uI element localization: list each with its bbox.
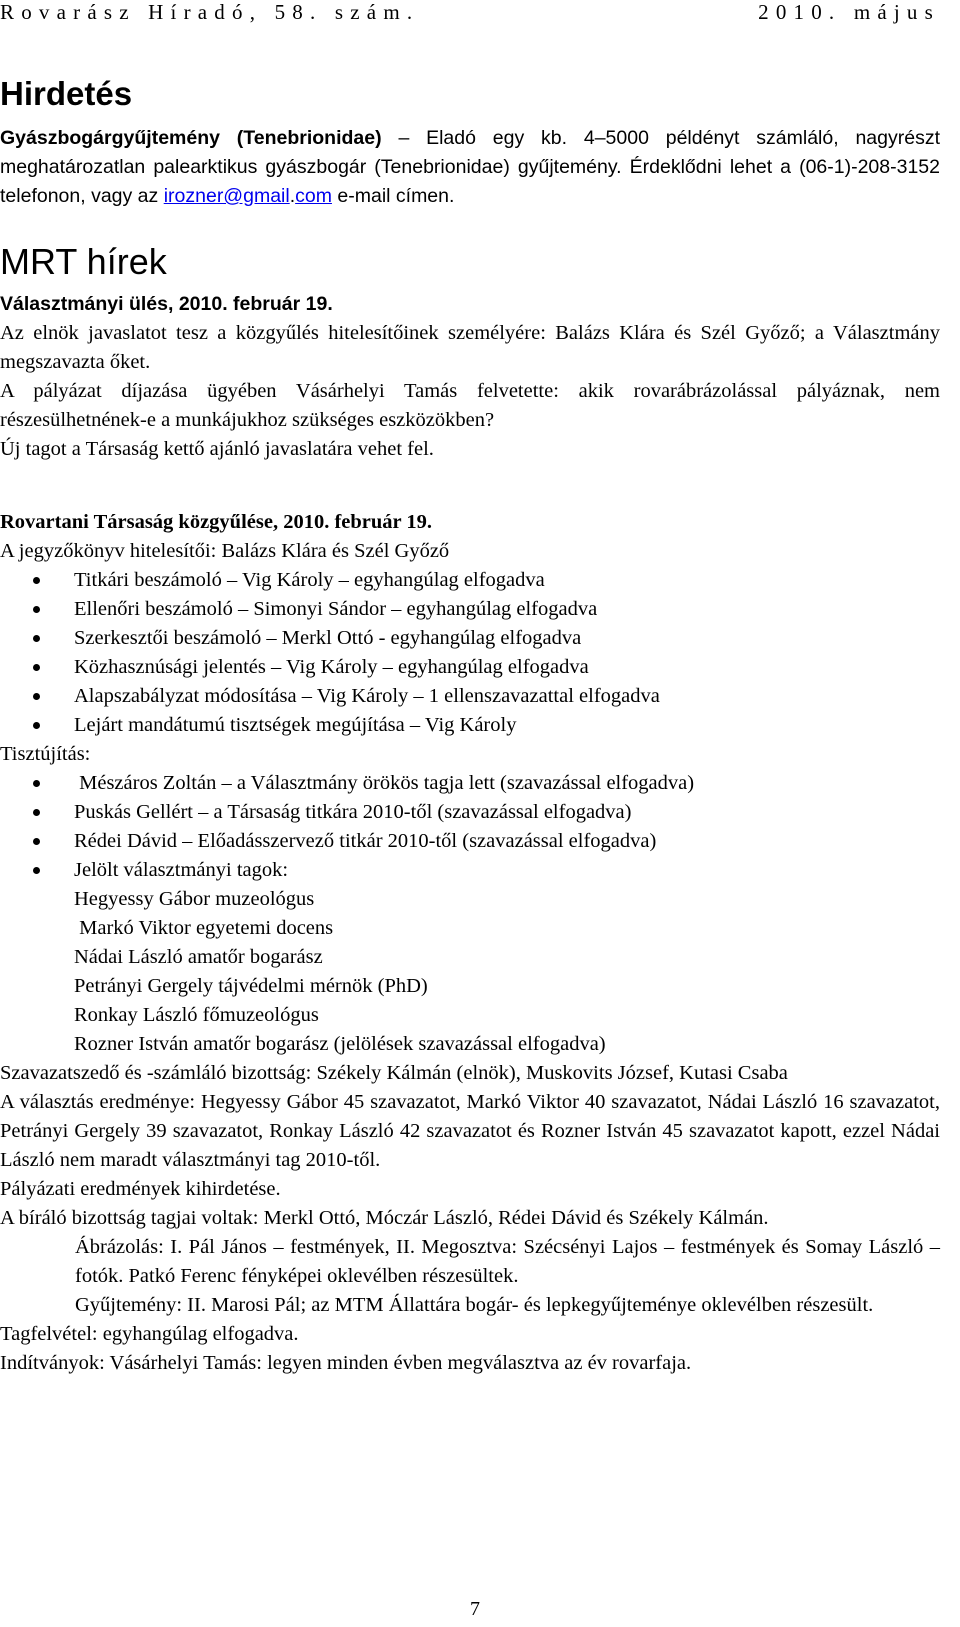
bullet-icon: [33, 664, 40, 671]
email-link-user[interactable]: irozner@gmail: [163, 185, 290, 207]
candidate: Ronkay László főmuzeológus: [74, 1004, 319, 1026]
award-depiction: Ábrázolás: I. Pál János – festmények, II. Megosztva: Szécsényi Lajos – festmények és Somay László – fotók. Patkó Ferenc fényképei oklevélben részesültek.: [75, 1236, 940, 1287]
list-item: Szerkesztői beszámoló – Merkl Ottó - egyhangúlag elfogadva: [0, 624, 940, 653]
ad-paragraph: [0, 124, 940, 211]
ad-text-1: – Eladó egy kb. 4–5000 példényt számláló, nagyrészt meghatározatlan palearktikus gyászbogár (Tenebrionidae) gyűjtemény. Érdeklődni lehet a (06-1)-208-3152 telefonon, vagy az: [0, 127, 941, 207]
candidate-list: [0, 885, 940, 1059]
list-item: Puskás Gellért – a Társaság titkára 2010-től (szavazással elfogadva): [0, 798, 940, 827]
meeting-1-p3: Új tagot a Társaság kettő ajánló javaslatára vehet fel.: [0, 438, 434, 460]
bullet-icon: [33, 693, 40, 700]
meeting-2: [0, 508, 940, 1378]
list-item: Lejárt mandátumú tisztségek megújítása – Vig Károly: [0, 711, 940, 740]
competition-text: Pályázati eredmények kihirdetése.: [0, 1178, 281, 1200]
bullet-icon: [33, 809, 40, 816]
list-item: Közhasznúsági jelentés – Vig Károly – egyhangúlag elfogadva: [0, 653, 940, 682]
report-list: [0, 566, 940, 740]
meeting-2-intro: A jegyzőkönyv hitelesítői: Balázs Klára és Szél Győző: [0, 540, 450, 562]
candidate: Hegyessy Gábor muzeológus: [74, 888, 315, 910]
list-item: Jelölt választmányi tagok:: [0, 856, 940, 885]
jury-text: A bíráló bizottság tagjai voltak: Merkl Ottó, Móczár László, Rédei Dávid és Székely Kálmán.: [0, 1207, 769, 1229]
bullet-icon: [33, 606, 40, 613]
email-link-domain[interactable]: com: [295, 185, 332, 207]
bullet-icon: [33, 577, 40, 584]
header-issue: Rovarász Híradó, 58. szám.: [0, 0, 420, 24]
ad-text-2: e-mail címen.: [331, 185, 455, 207]
meeting-2-heading: Rovartani Társaság közgyűlése, 2010. február 19.: [0, 511, 433, 533]
bullet-icon: [33, 722, 40, 729]
page-number: 7: [470, 1598, 480, 1620]
section-title-mrt: MRT hírek: [0, 241, 167, 282]
committee-text: Szavazatszedő és -számláló bizottság: Székely Kálmán (elnök), Muskovits József, Kutasi Csaba: [0, 1062, 788, 1084]
bullet-icon: [33, 867, 40, 874]
award-collection: Gyűjtemény: II. Marosi Pál; az MTM Állattára bogár- és lepkegyűjteménye oklevélben részesült.: [75, 1294, 874, 1316]
list-item: Titkári beszámoló – Vig Károly – egyhangúlag elfogadva: [0, 566, 940, 595]
running-header: [0, 0, 940, 24]
ad-title: Gyászbogárgyűjtemény (Tenebrionidae): [0, 127, 382, 149]
election-list: [0, 769, 940, 885]
candidate: Rozner István amatőr bogarász (jelölések szavazással elfogadva): [74, 1033, 606, 1055]
meeting-1: [0, 290, 940, 464]
tisztujitas-label: Tisztújítás:: [0, 743, 91, 765]
list-item: Mészáros Zoltán – a Választmány örökös tagja lett (szavazással elfogadva): [0, 769, 940, 798]
header-date: 2010. május: [758, 0, 940, 24]
bullet-icon: [33, 838, 40, 845]
meeting-1-p2: A pályázat díjazása ügyében Vásárhelyi Tamás felvetette: akik rovarábrázolással pályáznak, nem részesülhetnének-e a munkájukhoz szükséges eszközökben?: [0, 380, 940, 431]
section-title-hirdetes: Hirdetés: [0, 75, 133, 112]
candidate: Petrányi Gergely tájvédelmi mérnök (PhD): [74, 975, 428, 997]
list-item: Ellenőri beszámoló – Simonyi Sándor – egyhangúlag elfogadva: [0, 595, 940, 624]
candidate: Markó Viktor egyetemi docens: [74, 917, 334, 939]
bullet-icon: [33, 635, 40, 642]
membership-text: Tagfelvétel: egyhangúlag elfogadva.: [0, 1323, 299, 1345]
list-item: Alapszabályzat módosítása – Vig Károly – 1 ellenszavazattal elfogadva: [0, 682, 940, 711]
candidate: Nádai László amatőr bogarász: [74, 946, 323, 968]
list-item: Rédei Dávid – Előadásszervező titkár 2010-től (szavazással elfogadva): [0, 827, 940, 856]
result-text: A választás eredménye: Hegyessy Gábor 45 szavazatot, Markó Viktor 40 szavazatot, Nádai László 16 szavazatot, Petrányi Gergely 39 szavazatot, Ronkay László 42 szavazatot és Rozner István 45 szavazatot kapott, ezzel Nádai László nem maradt választmányi tag 2010-től.: [0, 1091, 940, 1171]
motions-text: Indítványok: Vásárhelyi Tamás: legyen minden évben megválasztva az év rovarfaja.: [0, 1352, 692, 1374]
bullet-icon: [33, 780, 40, 787]
meeting-1-p1: Az elnök javaslatot tesz a közgyűlés hitelesítőinek személyére: Balázs Klára és Szél Győző; a Választmány megszavazta őket.: [0, 322, 940, 373]
meeting-1-heading: Választmányi ülés, 2010. február 19.: [0, 293, 333, 315]
email-dot: .: [289, 185, 296, 207]
